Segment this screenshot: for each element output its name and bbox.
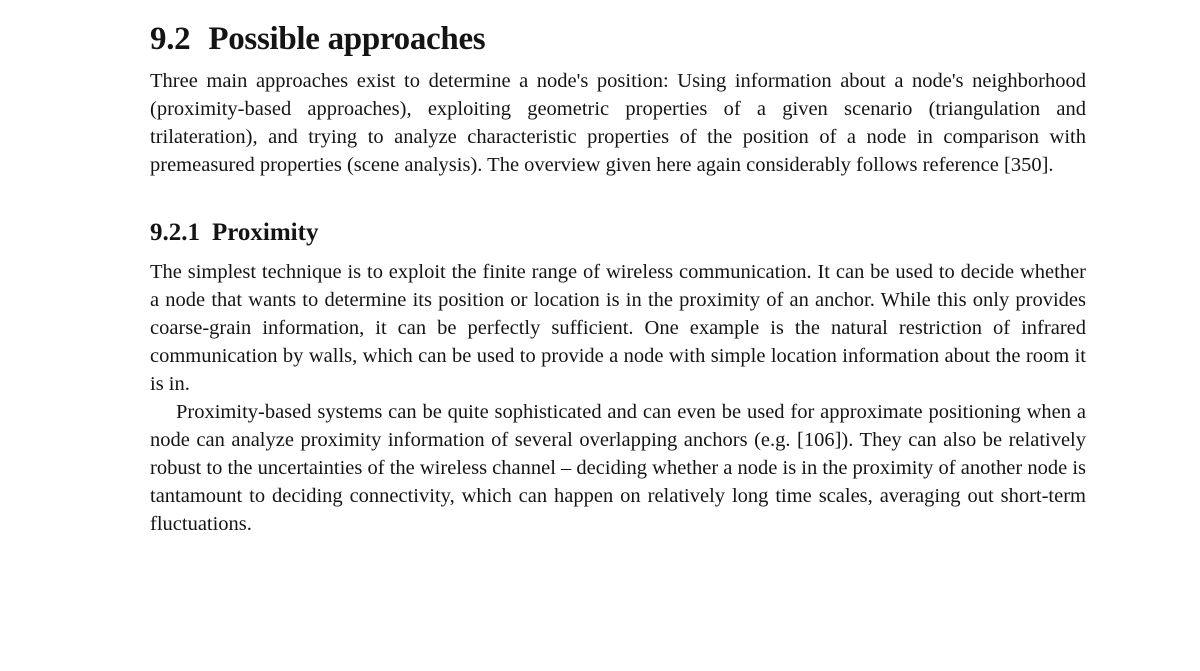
page-content [150,14,1086,538]
subsection-number: 9.2.1 [150,219,200,246]
section-heading [150,14,1086,64]
subsection-paragraph-2: Proximity-based systems can be quite sophisticated and can even be used for approximate positioning when a node can analyze proximity information of several overlapping anchors (e.g. [106]). They can also be relatively robust to the uncertainties of the wireless channel – deciding whether a node is in the proximity of another node is tantamount to deciding connectivity, which can happen on relatively long time scales, averaging out short-term fluctuations. [150,401,1086,535]
subsection [150,216,1086,538]
subsection-title: Proximity [212,219,319,246]
subsection-paragraph-1: The simplest technique is to exploit the finite range of wireless communication. It can be used to decide whether a node that wants to determine its position or location is in the proximity of an anchor. While this only provides coarse-grain information, it can be perfectly sufficient. One example is the natural restriction of infrared communication by walls, which can be used to provide a node with simple location information about the room it is in. [150,261,1086,395]
section-title: Possible approaches [208,21,486,57]
section-number: 9.2 [150,21,191,57]
section-intro-paragraph: Three main approaches exist to determine a node's position: Using information about a node's neighborhood (proximity-based approaches), exploiting geometric properties of a given scenario (triangulation and trilateration), and trying to analyze characteristic properties of the position of a node in comparison with premeasured properties (scene analysis). The overview given here again considerably follows reference [350]. [150,70,1086,176]
subsection-heading [150,216,1086,250]
